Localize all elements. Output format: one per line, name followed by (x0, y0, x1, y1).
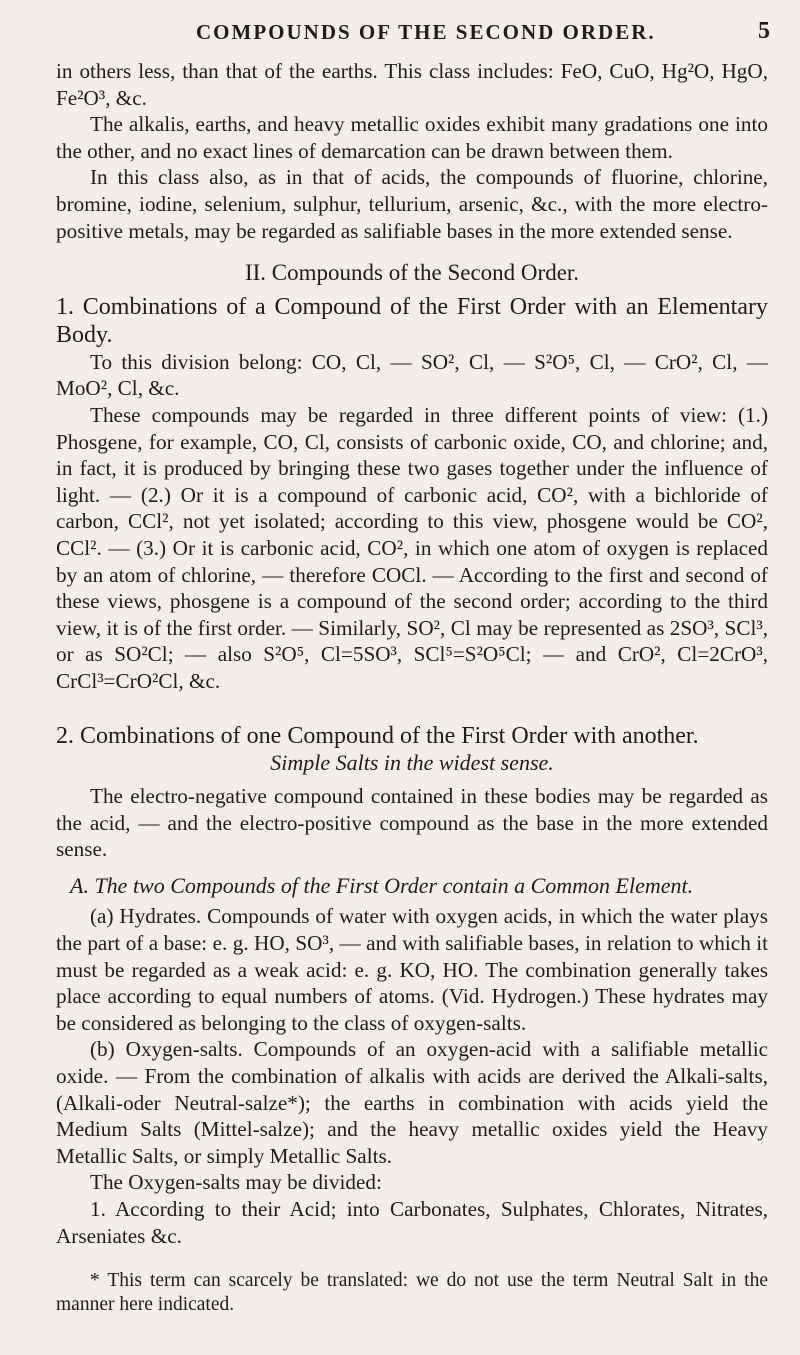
paragraph-10: 1. According to their Acid; into Carbonates, Sulphates, Chlorates, Nitrates, Arseniates &c. (56, 1196, 768, 1248)
paragraph-5: These compounds may be regarded in three different points of view: (1.) Phosgene, for example, CO, Cl, consists of carbonic oxide, CO, and chlorine; and, in fact, it is produced by bringing these two gases together under the influence of light. — (2.) Or it is a compound of carbonic acid, CO², with a bichloride of carbon, CCl², not yet isolated; according to this view, phosgene would be CO², CCl². — (3.) Or it is carbonic acid, CO², in which one atom of oxygen is replaced by an atom of chlorine, — therefore COCl. — According to the first and second of these views, phosgene is a compound of the second order; according to the third view, it is of the first order. — Similarly, SO², Cl may be represented as 2SO³, SCl³, or as SO²Cl; — also S²O⁵, Cl=5SO³, SCl⁵=S²O⁵Cl; — and CrO², Cl=2CrO³, CrCl³=CrO²Cl, &c. (56, 402, 768, 693)
paragraph-1: in others less, than that of the earths. This class includes: FeO, CuO, Hg²O, HgO, Fe²O³, &c. (56, 59, 768, 110)
paragraph-6: The electro-negative compound contained in these bodies may be regarded as the acid, — and the electro-positive compound as the base in the more extended sense. (56, 784, 768, 862)
paragraph-8: (b) Oxygen-salts. Compounds of an oxygen-acid with a salifiable metallic oxide. — From the combination of alkalis with acids are derived the Alkali-salts, (Alkali-oder Neutral-salze*); the earths in combination with acids yield the Medium Salts (Mittel-salze); and the heavy metallic oxides yield the Heavy Metallic Salts, or simply Metallic Salts. (56, 1037, 768, 1168)
footnote: * This term can scarcely be translated: we do not use the term Neutral Salt in the manner here indicated. (56, 1270, 768, 1316)
heading-2-subtitle: Simple Salts in the widest sense. (270, 750, 554, 776)
paragraph-7: (a) Hydrates. Compounds of water with oxygen acids, in which the water plays the part of a base: e. g. HO, SO³, — and with salifiable bases, in relation to which it must be regarded as a weak acid: e. g. KO, HO. The combination generally takes place according to equal numbers of atoms. (Vid. Hydrogen.) These hydrates may be considered as belonging to the class of oxygen-salts. (56, 904, 768, 1035)
paragraph-3: In this class also, as in that of acids, the compounds of fluorine, chlorine, bromine, iodine, selenium, sulphur, tellurium, arsenic, &c., with the more electro-positive metals, may be regarded as salifiable bases in the more extended sense. (56, 165, 768, 243)
paragraph-4: To this division belong: CO, Cl, — SO², Cl, — S²O⁵, Cl, — CrO², Cl, — MoO², Cl, &c. (56, 349, 768, 401)
subheading-a: A. The two Compounds of the First Order contain a Common Element. (70, 872, 694, 898)
running-header (0, 14, 800, 50)
running-title: COMPOUNDS OF THE SECOND ORDER. (196, 20, 656, 44)
heading-2: 2. Combinations of one Compound of the First Order with another. (56, 723, 699, 750)
page-body (56, 58, 768, 1317)
paragraph-2: The alkalis, earths, and heavy metallic oxides exhibit many gradations one into the other, and no exact lines of demarcation can be drawn between them. (56, 112, 768, 163)
paragraph-9: The Oxygen-salts may be divided: (90, 1170, 382, 1195)
section-title: II. Compounds of the Second Order. (244, 260, 580, 286)
page-number: 5 (758, 18, 770, 44)
heading-1: 1. Combinations of a Compound of the First Order with an Elementary Body. (56, 293, 768, 348)
